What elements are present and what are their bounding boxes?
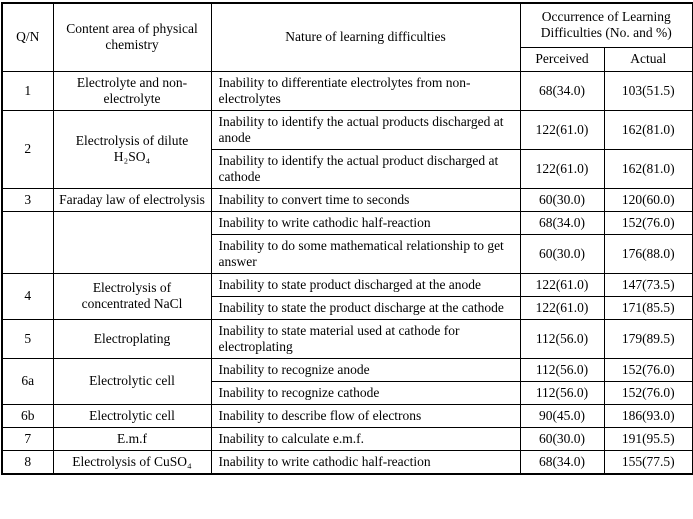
cell-perceived: 112(56.0) [520,358,604,381]
cell-qn: 1 [2,71,53,110]
cell-actual: 176(88.0) [604,234,693,273]
cell-actual: 152(76.0) [604,358,693,381]
cell-qn [2,211,53,273]
cell-perceived: 68(34.0) [520,71,604,110]
cell-content-area: Electrolytic cell [53,404,211,427]
cell-difficulty: Inability to identify the actual product discharged at cathode [211,149,520,188]
header-actual: Actual [604,47,693,71]
cell-perceived: 122(61.0) [520,149,604,188]
cell-perceived: 122(61.0) [520,110,604,149]
cell-qn: 5 [2,319,53,358]
cell-qn: 4 [2,273,53,319]
table-row [2,404,693,427]
cell-perceived: 60(30.0) [520,188,604,211]
header-perceived: Perceived [520,47,604,71]
cell-qn: 6b [2,404,53,427]
cell-perceived: 60(30.0) [520,234,604,273]
cell-actual: 120(60.0) [604,188,693,211]
cell-perceived: 90(45.0) [520,404,604,427]
header-content-area: Content area of physical chemistry [53,3,211,71]
cell-difficulty: Inability to differentiate electrolytes from non-electrolytes [211,71,520,110]
cell-difficulty: Inability to calculate e.m.f. [211,427,520,450]
cell-actual: 171(85.5) [604,296,693,319]
cell-perceived: 68(34.0) [520,211,604,234]
cell-perceived: 68(34.0) [520,450,604,474]
cell-difficulty: Inability to recognize cathode [211,381,520,404]
header-occurrence-group: Occurrence of Learning Difficulties (No. and %) [520,3,693,47]
learning-difficulties-table [1,2,693,475]
cell-actual: 152(76.0) [604,211,693,234]
cell-qn: 2 [2,110,53,188]
cell-actual: 155(77.5) [604,450,693,474]
cell-content-area: Electroplating [53,319,211,358]
cell-actual: 191(95.5) [604,427,693,450]
cell-qn: 8 [2,450,53,474]
table-row [2,427,693,450]
table-row [2,110,693,149]
table-row [2,71,693,110]
cell-difficulty: Inability to identify the actual products discharged at anode [211,110,520,149]
cell-actual: 162(81.0) [604,110,693,149]
table-row [2,319,693,358]
table-body [2,71,693,474]
cell-difficulty: Inability to state the product discharge at the cathode [211,296,520,319]
cell-perceived: 60(30.0) [520,427,604,450]
cell-perceived: 122(61.0) [520,273,604,296]
cell-content-area [53,211,211,273]
table-row [2,273,693,296]
cell-difficulty: Inability to recognize anode [211,358,520,381]
cell-difficulty: Inability to state product discharged at the anode [211,273,520,296]
cell-actual: 162(81.0) [604,149,693,188]
cell-perceived: 112(56.0) [520,319,604,358]
cell-actual: 152(76.0) [604,381,693,404]
cell-content-area: Electrolysis of concentrated NaCl [53,273,211,319]
header-qn: Q/N [2,3,53,71]
table-row [2,450,693,474]
cell-actual: 147(73.5) [604,273,693,296]
cell-actual: 103(51.5) [604,71,693,110]
cell-difficulty: Inability to write cathodic half-reaction [211,450,520,474]
cell-difficulty: Inability to convert time to seconds [211,188,520,211]
cell-content-area: Electrolyte and non-electrolyte [53,71,211,110]
cell-actual: 186(93.0) [604,404,693,427]
header-row-main [2,3,693,47]
cell-difficulty: Inability to write cathodic half-reaction [211,211,520,234]
cell-content-area: Electrolysis of CuSO₄ [53,450,211,474]
cell-difficulty: Inability to state material used at cathode for electroplating [211,319,520,358]
cell-content-area: Electrolysis of dilute H₂SO₄ [53,110,211,188]
cell-difficulty: Inability to do some mathematical relationship to get answer [211,234,520,273]
cell-qn: 7 [2,427,53,450]
cell-content-area: Faraday law of electrolysis [53,188,211,211]
cell-difficulty: Inability to describe flow of electrons [211,404,520,427]
cell-perceived: 122(61.0) [520,296,604,319]
cell-qn: 3 [2,188,53,211]
cell-qn: 6a [2,358,53,404]
table-row [2,188,693,211]
cell-content-area: Electrolytic cell [53,358,211,404]
table-row [2,358,693,381]
header-nature: Nature of learning difficulties [211,3,520,71]
cell-perceived: 112(56.0) [520,381,604,404]
table-row [2,211,693,234]
cell-content-area: E.m.f [53,427,211,450]
cell-actual: 179(89.5) [604,319,693,358]
